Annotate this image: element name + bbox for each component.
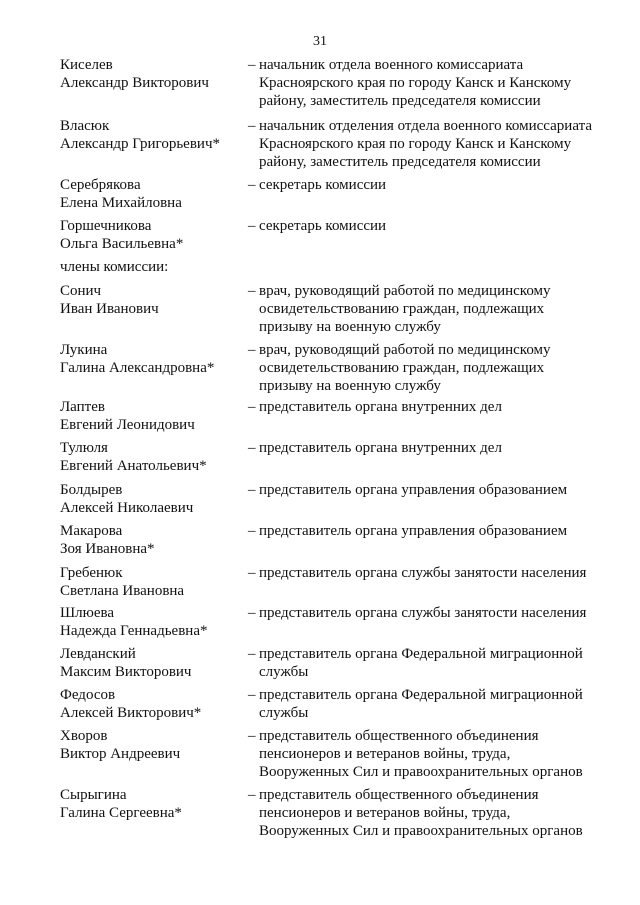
member-name <box>60 117 245 153</box>
member-surname: Хворов <box>60 728 108 744</box>
member-name <box>60 56 245 92</box>
role-dash: – <box>248 482 256 498</box>
member-role <box>248 117 628 171</box>
member-role <box>248 341 628 395</box>
member-surname: Макарова <box>60 523 123 539</box>
role-dash: – <box>248 342 256 358</box>
role-dash: – <box>248 646 256 662</box>
member-surname: Гребенюк <box>60 565 123 581</box>
member-given-names: Галина Александровна* <box>60 360 215 376</box>
member-surname: Тулюля <box>60 440 108 456</box>
member-role <box>248 439 628 457</box>
role-line: секретарь комиссии <box>259 177 387 193</box>
member-role <box>248 645 628 681</box>
member-role <box>248 398 628 416</box>
member-name <box>60 341 245 377</box>
member-name <box>60 564 245 600</box>
role-line: представитель общественного объединения <box>259 728 539 744</box>
member-surname: Власюк <box>60 118 110 134</box>
section-label: члены комиссии: <box>60 259 169 275</box>
role-line: представитель органа Федеральной миграционной <box>259 687 583 703</box>
member-name <box>60 282 245 318</box>
member-given-names: Алексей Викторович* <box>60 705 202 721</box>
role-dash: – <box>248 218 256 234</box>
member-name <box>60 686 245 722</box>
member-given-names: Александр Викторович <box>60 75 209 91</box>
member-given-names: Евгений Леонидович <box>60 417 195 433</box>
role-line: начальник отдела военного комиссариата <box>259 57 524 73</box>
role-line: пенсионеров и ветеранов войны, труда, <box>259 746 511 762</box>
member-name <box>60 439 245 475</box>
role-line: району, заместитель председателя комиссии <box>259 93 541 109</box>
role-dash: – <box>248 787 256 803</box>
role-dash: – <box>248 605 256 621</box>
role-dash: – <box>248 283 256 299</box>
member-name <box>60 481 245 517</box>
member-given-names: Александр Григорьевич* <box>60 136 220 152</box>
role-dash: – <box>248 177 256 193</box>
member-given-names: Светлана Ивановна <box>60 583 185 599</box>
role-line: представитель органа управления образованием <box>259 523 568 539</box>
role-line: врач, руководящий работой по медицинскому <box>259 342 551 358</box>
role-line: пенсионеров и ветеранов войны, труда, <box>259 805 511 821</box>
role-dash: – <box>248 728 256 744</box>
role-dash: – <box>248 399 256 415</box>
member-given-names: Елена Михайловна <box>60 195 182 211</box>
member-role <box>248 727 628 781</box>
role-line: представитель органа внутренних дел <box>259 399 502 415</box>
member-given-names: Зоя Ивановна* <box>60 541 155 557</box>
member-surname: Горшечникова <box>60 218 152 234</box>
member-name <box>60 398 245 434</box>
role-dash: – <box>248 440 256 456</box>
member-name <box>60 727 245 763</box>
member-role <box>248 56 628 110</box>
member-given-names: Евгений Анатольевич* <box>60 458 207 474</box>
member-name <box>60 176 245 212</box>
member-surname: Киселев <box>60 57 113 73</box>
member-role <box>248 686 628 722</box>
member-role <box>248 604 628 622</box>
member-given-names: Иван Иванович <box>60 301 159 317</box>
role-line: службы <box>259 705 309 721</box>
member-surname: Лукина <box>60 342 108 358</box>
role-line: Вооруженных Сил и правоохранительных органов <box>259 823 583 839</box>
role-line: представитель органа Федеральной миграционной <box>259 646 583 662</box>
member-given-names: Алексей Николаевич <box>60 500 194 516</box>
member-name <box>60 522 245 558</box>
member-role <box>248 176 628 194</box>
member-role <box>248 217 628 235</box>
member-role <box>248 481 628 499</box>
role-line: представитель органа службы занятости населения <box>259 565 587 581</box>
member-role <box>248 786 628 840</box>
member-surname: Сонич <box>60 283 102 299</box>
role-line: службы <box>259 664 309 680</box>
role-line: представитель органа управления образованием <box>259 482 568 498</box>
role-line: району, заместитель председателя комиссии <box>259 154 541 170</box>
member-surname: Серебрякова <box>60 177 141 193</box>
member-surname: Федосов <box>60 687 116 703</box>
role-line: Красноярского края по городу Канск и Канскому <box>259 136 572 152</box>
member-role <box>248 564 628 582</box>
role-line: Красноярского края по городу Канск и Канскому <box>259 75 572 91</box>
role-line: представитель органа службы занятости населения <box>259 605 587 621</box>
role-line: секретарь комиссии <box>259 218 387 234</box>
role-line: представитель органа внутренних дел <box>259 440 502 456</box>
member-name <box>60 786 245 822</box>
role-dash: – <box>248 57 256 73</box>
member-given-names: Виктор Андреевич <box>60 746 181 762</box>
page-number: 31 <box>313 34 327 49</box>
member-given-names: Галина Сергеевна* <box>60 805 182 821</box>
member-surname: Болдырев <box>60 482 123 498</box>
member-role <box>248 522 628 540</box>
member-role <box>248 282 628 336</box>
member-surname: Левданский <box>60 646 136 662</box>
role-line: освидетельствованию граждан, подлежащих <box>259 301 545 317</box>
role-line: призыву на военную службу <box>259 378 441 394</box>
member-name <box>60 645 245 681</box>
member-name <box>60 217 245 253</box>
role-line: Вооруженных Сил и правоохранительных органов <box>259 764 583 780</box>
member-surname: Лаптев <box>60 399 105 415</box>
role-dash: – <box>248 118 256 134</box>
role-line: врач, руководящий работой по медицинскому <box>259 283 551 299</box>
member-surname: Шлюева <box>60 605 115 621</box>
role-line: начальник отделения отдела военного комиссариата <box>259 118 592 134</box>
member-given-names: Максим Викторович <box>60 664 192 680</box>
role-line: представитель общественного объединения <box>259 787 539 803</box>
member-surname: Сырыгина <box>60 787 127 803</box>
member-given-names: Ольга Васильевна* <box>60 236 184 252</box>
role-dash: – <box>248 565 256 581</box>
member-given-names: Надежда Геннадьевна* <box>60 623 208 639</box>
role-dash: – <box>248 523 256 539</box>
role-line: освидетельствованию граждан, подлежащих <box>259 360 545 376</box>
role-line: призыву на военную службу <box>259 319 441 335</box>
role-dash: – <box>248 687 256 703</box>
member-name <box>60 604 245 640</box>
